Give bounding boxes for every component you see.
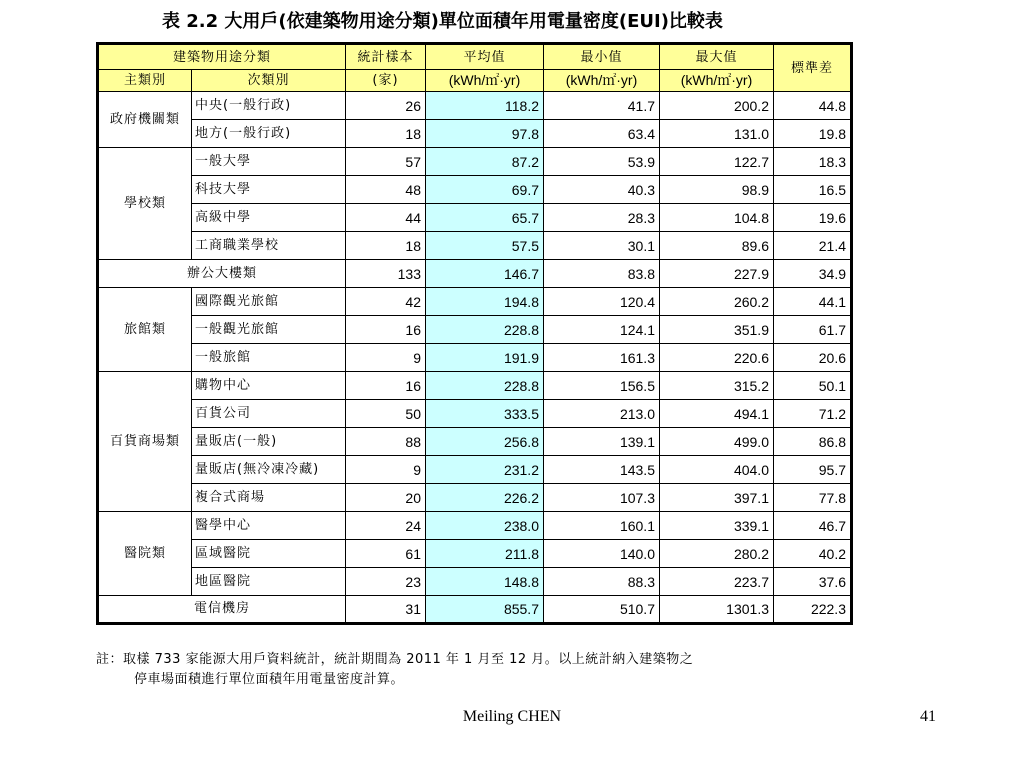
stdev-cell: 222.3	[774, 596, 852, 624]
max-cell: 98.9	[660, 176, 774, 204]
min-cell: 63.4	[544, 120, 660, 148]
min-cell: 28.3	[544, 204, 660, 232]
max-cell: 122.7	[660, 148, 774, 176]
sub-category-cell: 一般觀光旅館	[192, 316, 346, 344]
stdev-cell: 50.1	[774, 372, 852, 400]
sample-count-cell: 16	[346, 372, 426, 400]
sample-count-cell: 9	[346, 344, 426, 372]
header-min-label: 最小值	[580, 50, 623, 65]
average-cell: 333.5	[426, 400, 544, 428]
max-cell: 499.0	[660, 428, 774, 456]
table-row	[98, 92, 852, 120]
max-cell: 351.9	[660, 316, 774, 344]
main-category-cell: 政府機關類	[98, 92, 192, 148]
sample-count-cell: 57	[346, 148, 426, 176]
table-note	[96, 650, 856, 690]
stdev-cell: 19.8	[774, 120, 852, 148]
table-row	[98, 540, 852, 568]
average-cell: 855.7	[426, 596, 544, 624]
min-cell: 40.3	[544, 176, 660, 204]
stdev-cell: 46.7	[774, 512, 852, 540]
sub-category-cell: 量販店(一般)	[192, 428, 346, 456]
stdev-cell: 37.6	[774, 568, 852, 596]
sample-count-cell: 18	[346, 232, 426, 260]
stdev-cell: 19.6	[774, 204, 852, 232]
table-row	[98, 176, 852, 204]
max-cell: 227.9	[660, 260, 774, 288]
table-row	[98, 596, 852, 624]
main-category-cell: 醫院類	[98, 512, 192, 596]
max-cell: 339.1	[660, 512, 774, 540]
stdev-cell: 71.2	[774, 400, 852, 428]
sub-category-cell: 工商職業學校	[192, 232, 346, 260]
table-row	[98, 288, 852, 316]
header-sample-unit: (家)	[346, 70, 426, 92]
sub-category-cell: 量販店(無冷凍冷藏)	[192, 456, 346, 484]
table-row	[98, 120, 852, 148]
average-cell: 148.8	[426, 568, 544, 596]
header-max-unit: (kWh/㎡·yr)	[660, 70, 774, 92]
average-cell: 231.2	[426, 456, 544, 484]
min-cell: 124.1	[544, 316, 660, 344]
stdev-cell: 34.9	[774, 260, 852, 288]
header-stdev: 標準差	[774, 44, 852, 92]
max-cell: 200.2	[660, 92, 774, 120]
min-cell: 30.1	[544, 232, 660, 260]
table-row	[98, 484, 852, 512]
max-cell: 220.6	[660, 344, 774, 372]
table-header	[98, 44, 852, 92]
table-row	[98, 372, 852, 400]
sub-category-cell: 地方(一般行政)	[192, 120, 346, 148]
average-cell: 97.8	[426, 120, 544, 148]
table-row	[98, 148, 852, 176]
sub-category-cell: 百貨公司	[192, 400, 346, 428]
max-cell: 315.2	[660, 372, 774, 400]
max-cell: 1301.3	[660, 596, 774, 624]
stdev-cell: 20.6	[774, 344, 852, 372]
min-cell: 88.3	[544, 568, 660, 596]
average-cell: 118.2	[426, 92, 544, 120]
table-row	[98, 232, 852, 260]
max-cell: 223.7	[660, 568, 774, 596]
footer-author: Meiling CHEN	[462, 708, 562, 725]
eui-comparison-table	[96, 42, 853, 625]
min-cell: 140.0	[544, 540, 660, 568]
stdev-cell: 95.7	[774, 456, 852, 484]
stdev-cell: 44.8	[774, 92, 852, 120]
sample-count-cell: 50	[346, 400, 426, 428]
main-category-cell: 學校類	[98, 148, 192, 260]
sample-count-cell: 23	[346, 568, 426, 596]
max-cell: 404.0	[660, 456, 774, 484]
table-row	[98, 568, 852, 596]
stdev-cell: 86.8	[774, 428, 852, 456]
average-cell: 194.8	[426, 288, 544, 316]
average-cell: 65.7	[426, 204, 544, 232]
sub-category-cell: 區域醫院	[192, 540, 346, 568]
max-cell: 260.2	[660, 288, 774, 316]
header-sample-count: 統計樣本	[357, 50, 414, 65]
average-cell: 211.8	[426, 540, 544, 568]
sub-category-cell: 科技大學	[192, 176, 346, 204]
header-average-label: 平均值	[463, 50, 506, 65]
min-cell: 213.0	[544, 400, 660, 428]
main-category-cell: 百貨商場類	[98, 372, 192, 512]
stdev-cell: 44.1	[774, 288, 852, 316]
min-cell: 160.1	[544, 512, 660, 540]
max-cell: 397.1	[660, 484, 774, 512]
table-row	[98, 344, 852, 372]
stdev-cell: 40.2	[774, 540, 852, 568]
table-row	[98, 512, 852, 540]
header-sample	[346, 44, 426, 70]
average-cell: 226.2	[426, 484, 544, 512]
sub-category-cell: 國際觀光旅館	[192, 288, 346, 316]
table-row	[98, 316, 852, 344]
sample-count-cell: 44	[346, 204, 426, 232]
sample-count-cell: 88	[346, 428, 426, 456]
stdev-cell: 16.5	[774, 176, 852, 204]
average-cell: 256.8	[426, 428, 544, 456]
table-row	[98, 456, 852, 484]
stdev-cell: 77.8	[774, 484, 852, 512]
main-category-cell: 電信機房	[98, 596, 346, 624]
main-category-cell: 辦公大樓類	[98, 260, 346, 288]
average-cell: 238.0	[426, 512, 544, 540]
note-line-1: 註：取樣 733 家能源大用戶資料統計，統計期間為 2011 年 1 月至 12 月。以上統計納入建築物之	[96, 652, 694, 667]
sample-count-cell: 16	[346, 316, 426, 344]
sample-count-cell: 31	[346, 596, 426, 624]
min-cell: 143.5	[544, 456, 660, 484]
max-cell: 104.8	[660, 204, 774, 232]
header-main-category: 主類別	[98, 70, 192, 92]
max-cell: 89.6	[660, 232, 774, 260]
average-cell: 228.8	[426, 316, 544, 344]
page-number: 41	[920, 708, 936, 725]
main-category-cell: 旅館類	[98, 288, 192, 372]
min-cell: 107.3	[544, 484, 660, 512]
sub-category-cell: 地區醫院	[192, 568, 346, 596]
header-min-unit: (kWh/㎡·yr)	[544, 70, 660, 92]
sample-count-cell: 9	[346, 456, 426, 484]
max-cell: 131.0	[660, 120, 774, 148]
table-title: 表 2.2 大用戶(依建築物用途分類)單位面積年用電量密度(EUI)比較表	[162, 11, 723, 32]
min-cell: 41.7	[544, 92, 660, 120]
average-cell: 57.5	[426, 232, 544, 260]
sub-category-cell: 購物中心	[192, 372, 346, 400]
max-cell: 494.1	[660, 400, 774, 428]
average-cell: 228.8	[426, 372, 544, 400]
header-sub-category: 次類別	[192, 70, 346, 92]
header-average-unit: (kWh/㎡·yr)	[426, 70, 544, 92]
stdev-cell: 21.4	[774, 232, 852, 260]
sub-category-cell: 一般大學	[192, 148, 346, 176]
note-line-2: 停車場面積進行單位面積年用電量密度計算。	[134, 672, 405, 687]
sample-count-cell: 26	[346, 92, 426, 120]
average-cell: 69.7	[426, 176, 544, 204]
stdev-cell: 61.7	[774, 316, 852, 344]
table-row	[98, 428, 852, 456]
sub-category-cell: 一般旅館	[192, 344, 346, 372]
header-min	[544, 44, 660, 70]
min-cell: 161.3	[544, 344, 660, 372]
table-row	[98, 260, 852, 288]
sample-count-cell: 24	[346, 512, 426, 540]
min-cell: 510.7	[544, 596, 660, 624]
sample-count-cell: 61	[346, 540, 426, 568]
sample-count-cell: 42	[346, 288, 426, 316]
table-row	[98, 400, 852, 428]
sub-category-cell: 中央(一般行政)	[192, 92, 346, 120]
sub-category-cell: 醫學中心	[192, 512, 346, 540]
min-cell: 83.8	[544, 260, 660, 288]
sample-count-cell: 20	[346, 484, 426, 512]
min-cell: 120.4	[544, 288, 660, 316]
max-cell: 280.2	[660, 540, 774, 568]
table-body	[98, 92, 852, 624]
sub-category-cell: 高級中學	[192, 204, 346, 232]
min-cell: 53.9	[544, 148, 660, 176]
header-max-label: 最大值	[695, 50, 738, 65]
header-average	[426, 44, 544, 70]
header-category-group: 建築物用途分類	[98, 44, 346, 70]
header-max	[660, 44, 774, 70]
min-cell: 156.5	[544, 372, 660, 400]
average-cell: 191.9	[426, 344, 544, 372]
sample-count-cell: 133	[346, 260, 426, 288]
average-cell: 146.7	[426, 260, 544, 288]
sub-category-cell: 複合式商場	[192, 484, 346, 512]
sample-count-cell: 48	[346, 176, 426, 204]
table-row	[98, 204, 852, 232]
sample-count-cell: 18	[346, 120, 426, 148]
min-cell: 139.1	[544, 428, 660, 456]
stdev-cell: 18.3	[774, 148, 852, 176]
average-cell: 87.2	[426, 148, 544, 176]
